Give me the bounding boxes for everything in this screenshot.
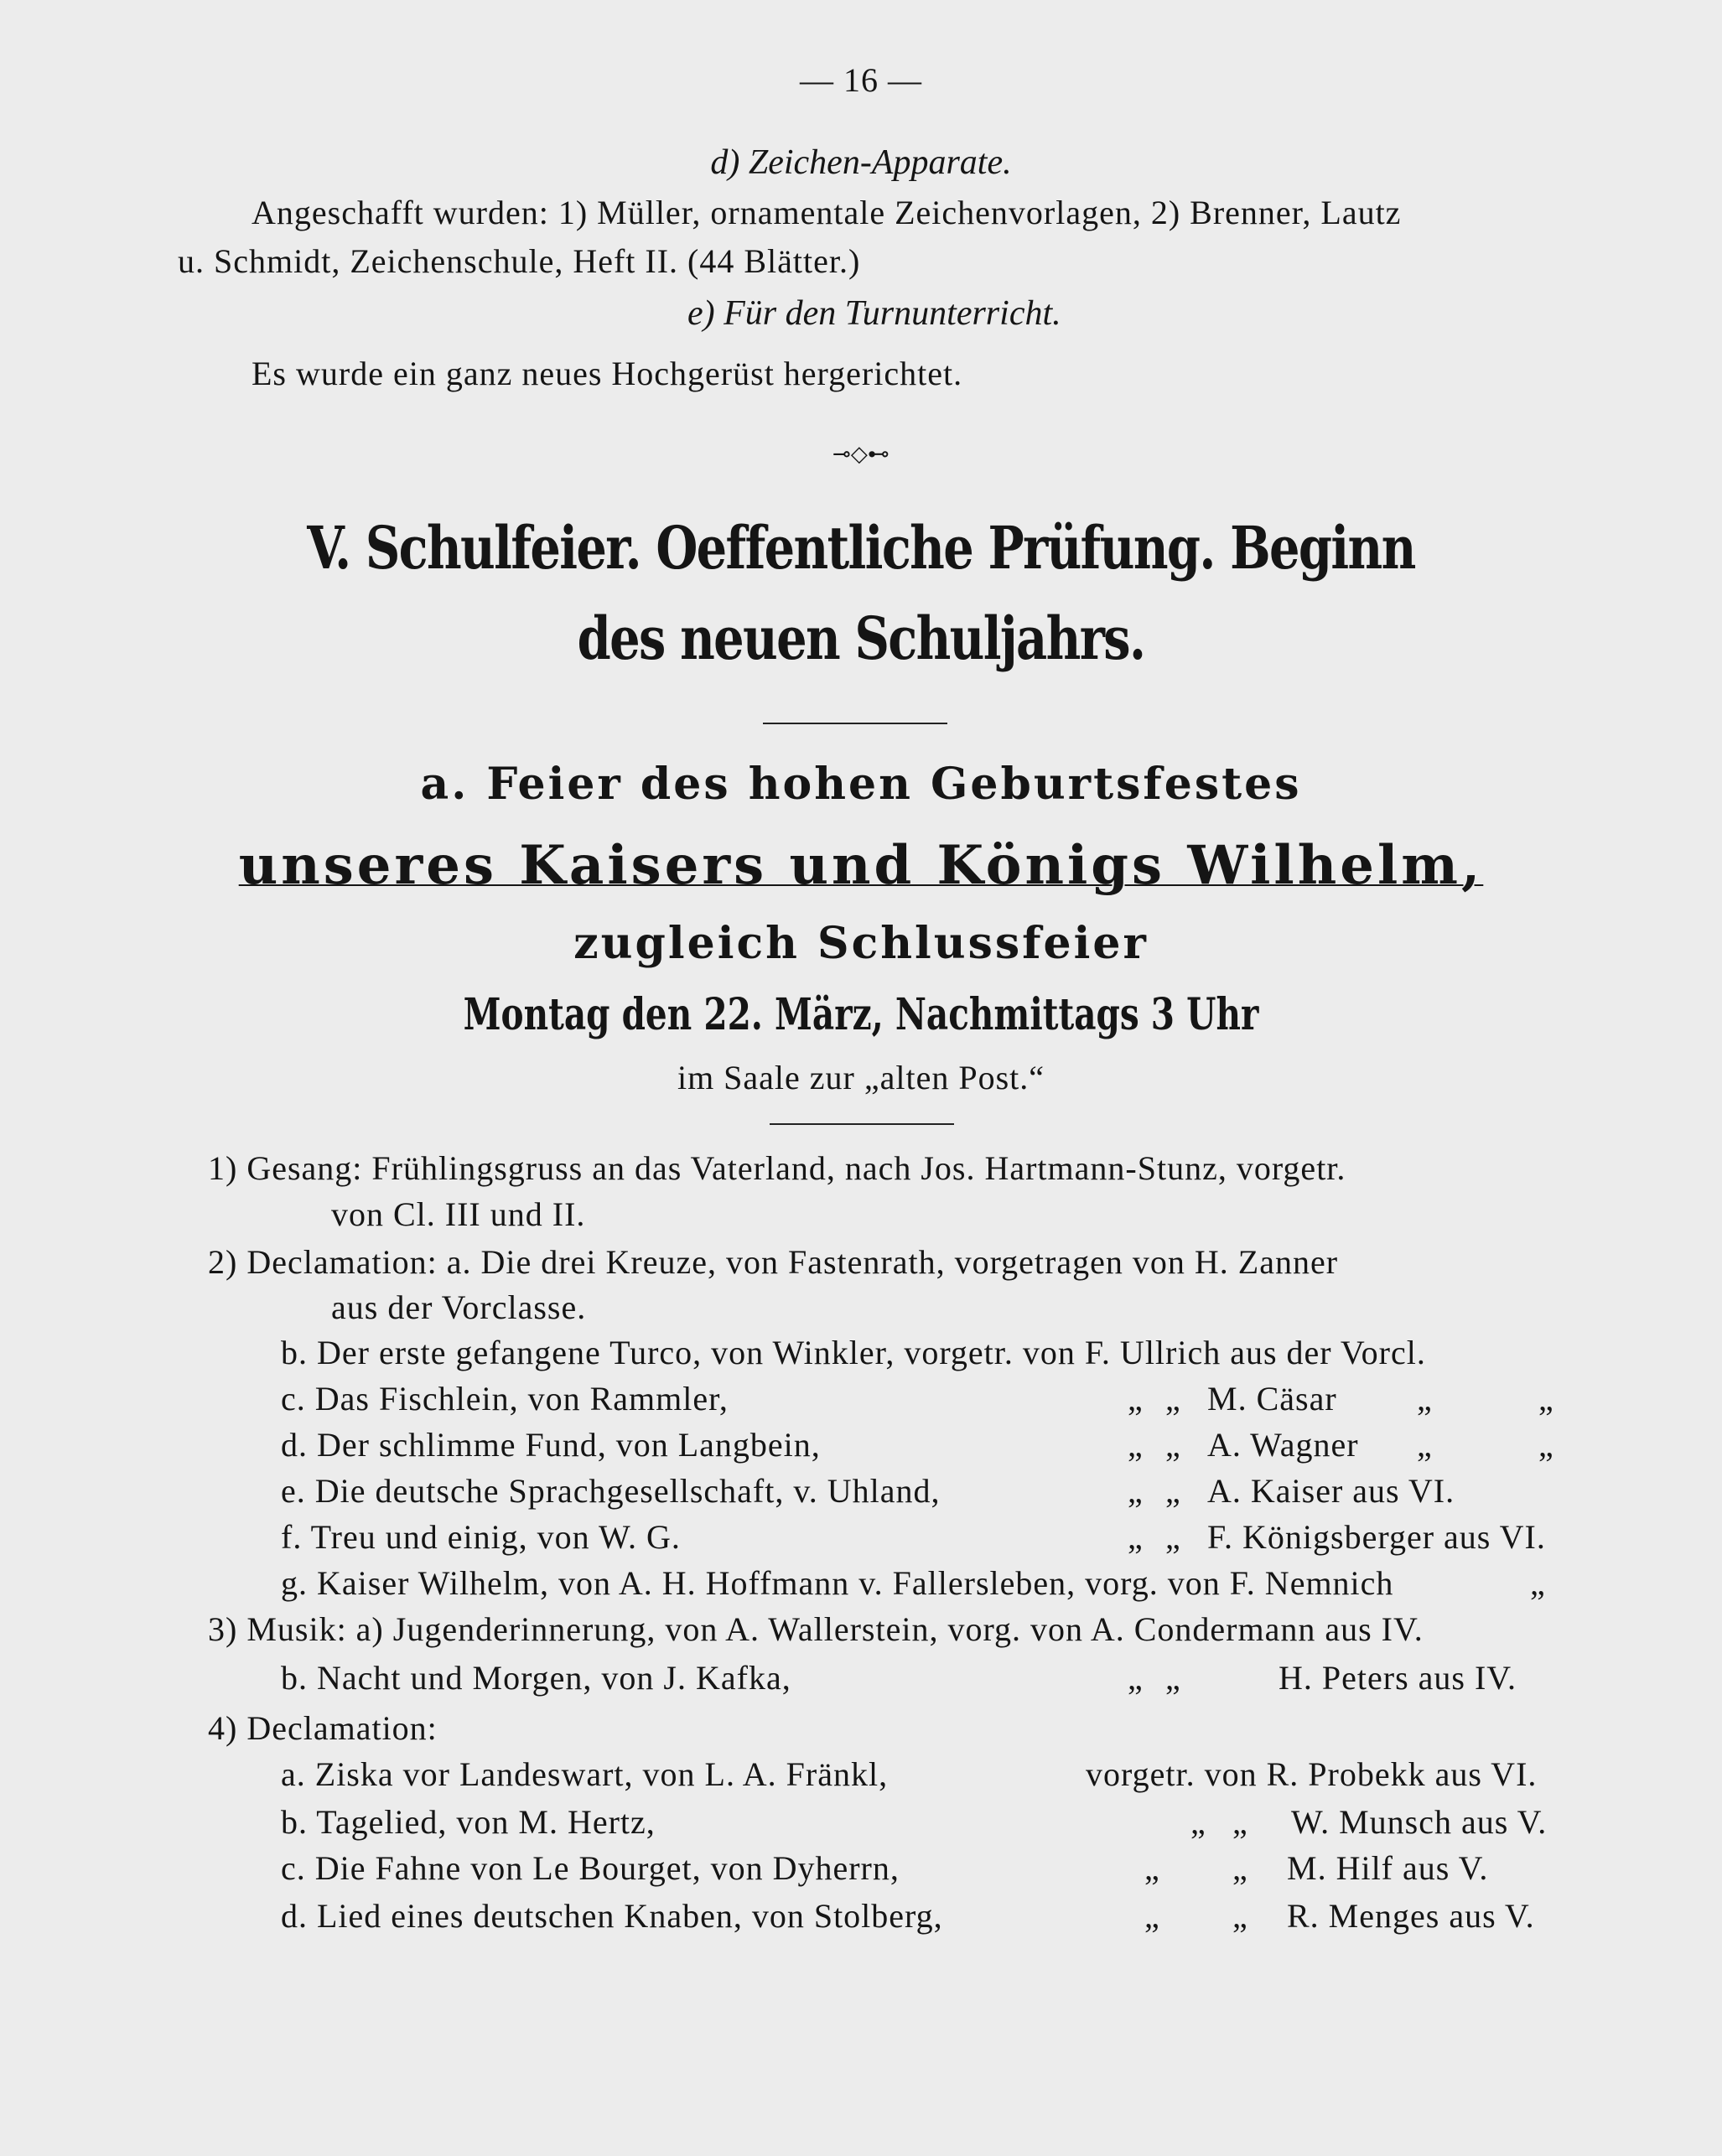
ditto-mark: „ [1232, 1849, 1248, 1887]
ditto-mark: „ [1165, 1380, 1181, 1417]
ditto-mark: „ [1232, 1803, 1248, 1841]
program-item-4: 4) Declamation: [208, 1709, 438, 1747]
ditto-mark: „ [1128, 1472, 1144, 1510]
chapter-title-line-2: des neuen Schuljahrs. [577, 604, 1145, 673]
program-item-2e: e. Die deutsche Sprachgesellschaft, v. Uhland, [281, 1472, 941, 1510]
section-d-heading: d) Zeichen-Apparate. [710, 143, 1012, 182]
program-item-1: 1) Gesang: Frühlingsgruss an das Vaterland, nach Jos. Hartmann-Stunz, vorgetr. [208, 1149, 1346, 1187]
section-d-line-2: u. Schmidt, Zeichenschule, Heft II. (44 Blätter.) [178, 242, 861, 280]
ditto-mark: „ [1232, 1897, 1248, 1935]
section-e-heading: e) Für den Turnunterricht. [687, 294, 1061, 333]
event-line-5: im Saale zur „alten Post.“ [677, 1059, 1045, 1096]
ditto-mark: „ [1128, 1380, 1144, 1417]
program-item-2a-cont: aus der Vorclasse. [331, 1288, 587, 1326]
event-line-2: unseres Kaisers und Königs Wilhelm, [238, 834, 1484, 897]
ditto-mark: „ [1144, 1897, 1160, 1935]
program-item-2a: 2) Declamation: a. Die drei Kreuze, von Fastenrath, vorgetragen von H. Zanner [208, 1243, 1339, 1281]
ditto-mark: „ [1165, 1659, 1181, 1697]
ditto-mark: „ [1165, 1426, 1181, 1464]
event-line-1: a. Feier des hohen Geburtsfestes [420, 759, 1302, 810]
program-item-4a: a. Ziska vor Landeswart, von L. A. Fränkl, [281, 1755, 889, 1793]
ditto-mark: „ [1128, 1518, 1144, 1556]
ditto-mark: „ [1190, 1803, 1206, 1841]
program-item-4c-performer: M. Hilf aus V. [1287, 1849, 1489, 1887]
program-item-4d-performer: R. Menges aus V. [1287, 1897, 1535, 1935]
program-item-2f-performer: F. Königsberger aus VI. [1207, 1518, 1546, 1556]
ditto-mark: „ [1538, 1380, 1554, 1417]
ditto-mark: „ [1128, 1426, 1144, 1464]
program-item-2d: d. Der schlimme Fund, von Langbein, [281, 1426, 821, 1464]
program-item-4b: b. Tagelied, von M. Hertz, [281, 1803, 656, 1841]
ditto-mark: „ [1128, 1659, 1144, 1697]
page-number: — 16 — [800, 61, 922, 99]
program-item-2g: g. Kaiser Wilhelm, von A. H. Hoffmann v. Fallersleben, vorg. von F. Nemnich [281, 1564, 1394, 1602]
program-item-3a: 3) Musik: a) Jugenderinnerung, von A. Wallerstein, vorg. von A. Condermann aus IV. [208, 1610, 1424, 1648]
program-item-3b-performer: H. Peters aus IV. [1279, 1659, 1517, 1697]
ornament-divider: ⊸◇⊷ [832, 442, 890, 467]
title-rule [763, 723, 947, 724]
program-item-4d: d. Lied eines deutschen Knaben, von Stolberg, [281, 1897, 943, 1935]
program-item-4a-performer: vorgetr. von R. Probekk aus VI. [1086, 1755, 1538, 1793]
program-item-4c: c. Die Fahne von Le Bourget, von Dyherrn, [281, 1849, 900, 1887]
program-item-2f: f. Treu und einig, von W. G. [281, 1518, 681, 1556]
chapter-title-line-1: V. Schulfeier. Oeffentliche Prüfung. Beginn [307, 513, 1415, 583]
ditto-mark: „ [1417, 1380, 1433, 1417]
program-item-2c-performer: M. Cäsar [1207, 1380, 1337, 1417]
program-item-3b: b. Nacht und Morgen, von J. Kafka, [281, 1659, 791, 1697]
program-item-2e-performer: A. Kaiser aus VI. [1207, 1472, 1455, 1510]
program-item-4b-performer: W. Munsch aus V. [1291, 1803, 1548, 1841]
event-line-4: Montag den 22. März, Nachmittags 3 Uhr [463, 989, 1259, 1040]
program-item-2c: c. Das Fischlein, von Rammler, [281, 1380, 729, 1417]
program-item-2b: b. Der erste gefangene Turco, von Winkler, vorgetr. von F. Ullrich aus der Vorcl. [281, 1334, 1426, 1371]
program-item-2d-performer: A. Wagner [1207, 1426, 1359, 1464]
event-line-3: zugleich Schlussfeier [573, 918, 1149, 969]
ditto-mark: „ [1530, 1564, 1546, 1602]
ditto-mark: „ [1538, 1426, 1554, 1464]
section-d-line-1: Angeschafft wurden: 1) Müller, ornamentale Zeichenvorlagen, 2) Brenner, Lautz [252, 194, 1402, 231]
ditto-mark: „ [1417, 1426, 1433, 1464]
ditto-mark: „ [1165, 1518, 1181, 1556]
program-item-1-cont: von Cl. III und II. [331, 1195, 586, 1233]
ditto-mark: „ [1144, 1849, 1160, 1887]
event-rule [770, 1123, 954, 1125]
ditto-mark: „ [1165, 1472, 1181, 1510]
section-e-line-1: Es wurde ein ganz neues Hochgerüst hergerichtet. [252, 355, 963, 392]
